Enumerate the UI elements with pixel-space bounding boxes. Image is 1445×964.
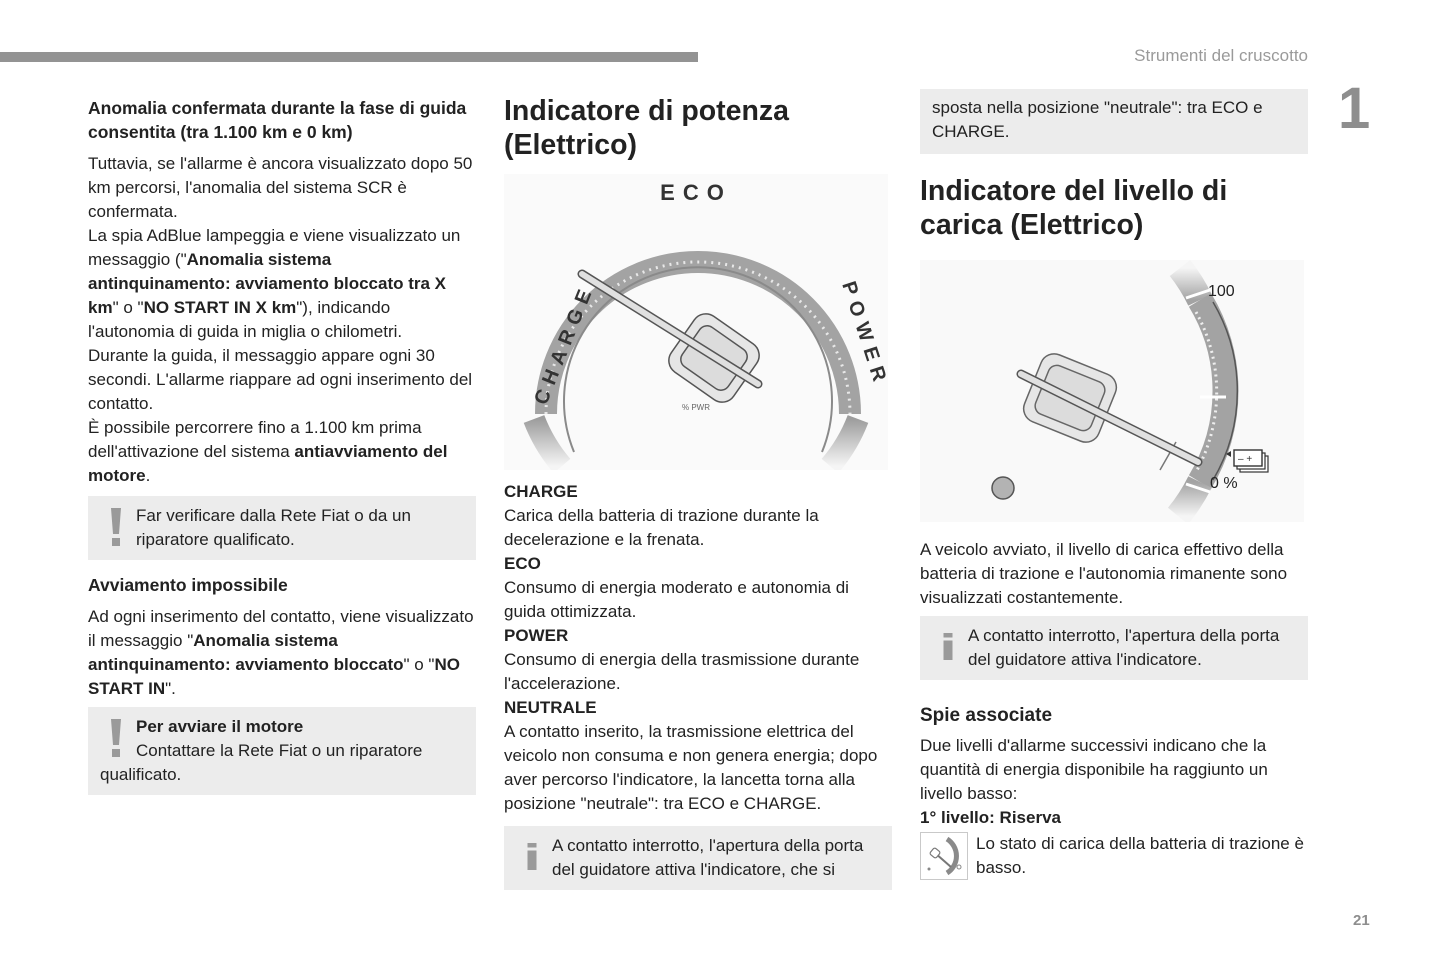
- paragraph-charge-level: A veicolo avviato, il livello di carica effettivo della batteria di trazione e l'autonomia rimanente sono visualizzati costantemente.: [920, 540, 1288, 607]
- column-1: [88, 94, 476, 795]
- term-charge: CHARGE: [504, 482, 578, 501]
- bold-immobilizer: antiavviamento del motore: [88, 442, 448, 485]
- text-span: È possibile percorrere fino a 1.100 km prima dell'attivazione del sistema: [88, 418, 422, 461]
- desc-neutral: A contatto inserito, la trasmissione elettrica del veicolo non consuma e non genera energia; dopo aver percorso l'indicatore, la lancetta torna alla posizione "neutrale": tra ECO e CHARGE.: [504, 722, 878, 813]
- heading-associated-lights: Spie associate: [920, 705, 1053, 726]
- note-text: A contatto interrotto, l'apertura della porta del guidatore attiva l'indicatore, che si: [552, 836, 864, 879]
- bold-message-1: Anomalia sistema antinquinamento: avviamento bloccato tra X km: [88, 250, 447, 317]
- charge-gauge-graphic: [920, 260, 1304, 522]
- term-neutral: NEUTRALE: [504, 698, 597, 717]
- label-power: POWER: [837, 278, 888, 391]
- bold-message-1: Anomalia sistema antinquinamento: avviamento bloccato: [88, 631, 404, 674]
- heading-start-impossible: Avviamento impossibile: [88, 575, 288, 595]
- info-note-1-continued: [920, 89, 1308, 154]
- desc-charge: Carica della batteria di trazione durante la decelerazione e la frenata.: [504, 506, 819, 549]
- text-span: Ad ogni inserimento del contatto, viene visualizzato il messaggio ": [88, 607, 474, 650]
- exclamation-icon: [108, 719, 124, 759]
- info-note-1: [504, 826, 892, 890]
- title-charge-level-indicator: Indicatore del livello di carica (Elettrico): [920, 175, 1228, 241]
- term-power: POWER: [504, 626, 569, 645]
- paragraph-anomaly: [88, 152, 476, 488]
- note-text-continued: sposta nella posizione "neutrale": tra ECO e CHARGE.: [932, 98, 1263, 141]
- text-adblue-message: [88, 224, 476, 344]
- definition-charge: [504, 480, 892, 552]
- text-span: .: [145, 466, 151, 485]
- note-text-continued: qualificato.: [100, 765, 182, 784]
- note-text: Far verificare dalla Rete Fiat o da un riparatore qualificato.: [136, 506, 411, 549]
- note-text: Contattare la Rete Fiat o un riparatore: [136, 741, 423, 760]
- label-100: 100: [1208, 283, 1235, 300]
- desc-eco: Consumo di energia moderato e autonomia di guida ottimizzata.: [504, 578, 849, 621]
- text-span: " o ": [403, 655, 435, 674]
- note-title: Per avviare il motore: [136, 717, 304, 736]
- text-message-interval: Durante la guida, il messaggio appare ogni 30 secondi. L'allarme riappare ad ogni inserimento del contatto.: [88, 346, 473, 413]
- column-3: [920, 89, 1308, 880]
- text-immobilizer: [88, 416, 476, 488]
- definitions-list: [504, 480, 892, 816]
- bold-message-2: NO START IN: [88, 655, 460, 698]
- definition-neutral: [504, 696, 892, 816]
- level1-text: Lo stato di carica della batteria di trazione è basso.: [976, 834, 1304, 877]
- label-eco: ECO: [660, 180, 732, 205]
- term-eco: ECO: [504, 554, 541, 573]
- text-span: La spia AdBlue lampeggia e viene visualizzato un messaggio (": [88, 226, 461, 269]
- battery-reserve-icon: [1226, 450, 1268, 472]
- info-icon: [942, 628, 954, 668]
- title-power-indicator: Indicatore di potenza (Elettrico): [504, 95, 790, 161]
- paragraph-alarm-levels: Due livelli d'allarme successivi indicano che la quantità di energia disponibile ha raggiunto un livello basso:: [920, 736, 1268, 803]
- text-span: " o ": [112, 298, 144, 317]
- running-header: Strumenti del cruscotto: [1134, 46, 1308, 65]
- heading-anomaly-confirmed: Anomalia confermata durante la fase di guida consentita (tra 1.100 km e 0 km): [88, 98, 467, 142]
- definition-eco: [504, 552, 892, 624]
- note-text: A contatto interrotto, l'apertura della porta del guidatore attiva l'indicatore.: [968, 626, 1280, 669]
- warning-note-1: [88, 496, 476, 560]
- svg-text:– +: – +: [1238, 454, 1253, 465]
- label-pwr: % PWR: [682, 403, 710, 412]
- charge-gauge-illustration: [920, 260, 1304, 522]
- label-0-percent: 0 %: [1210, 475, 1238, 492]
- definition-power: [504, 624, 892, 696]
- warning-note-2: [88, 707, 476, 795]
- label-charge: CHARGE: [530, 280, 599, 408]
- info-icon: [526, 838, 538, 878]
- column-2: [504, 94, 892, 890]
- reserve-warning-icon: [920, 832, 968, 880]
- text-scr-confirmed: Tuttavia, se l'allarme è ancora visualizzato dopo 50 km percorsi, l'anomalia del sistema SCR è confermata.: [88, 154, 473, 221]
- chapter-number: 1: [1338, 76, 1371, 141]
- power-gauge-graphic: [504, 174, 888, 470]
- page-number: 21: [1353, 912, 1370, 929]
- paragraph-start-impossible: [88, 605, 476, 701]
- exclamation-icon: [108, 508, 124, 548]
- text-span: "), indicando l'autonomia di guida in miglia o chilometri.: [88, 298, 403, 341]
- text-span: ".: [165, 679, 176, 698]
- power-gauge-illustration: [504, 174, 888, 470]
- info-note-2: [920, 616, 1308, 680]
- level1-title: 1° livello: Riserva: [920, 808, 1061, 827]
- bold-message-2: NO START IN X km: [143, 298, 297, 317]
- indicator-dot: [992, 477, 1014, 499]
- top-decorative-bar: [0, 52, 698, 62]
- desc-power: Consumo di energia della trasmissione durante l'accelerazione.: [504, 650, 860, 693]
- level1-row: [920, 832, 1308, 880]
